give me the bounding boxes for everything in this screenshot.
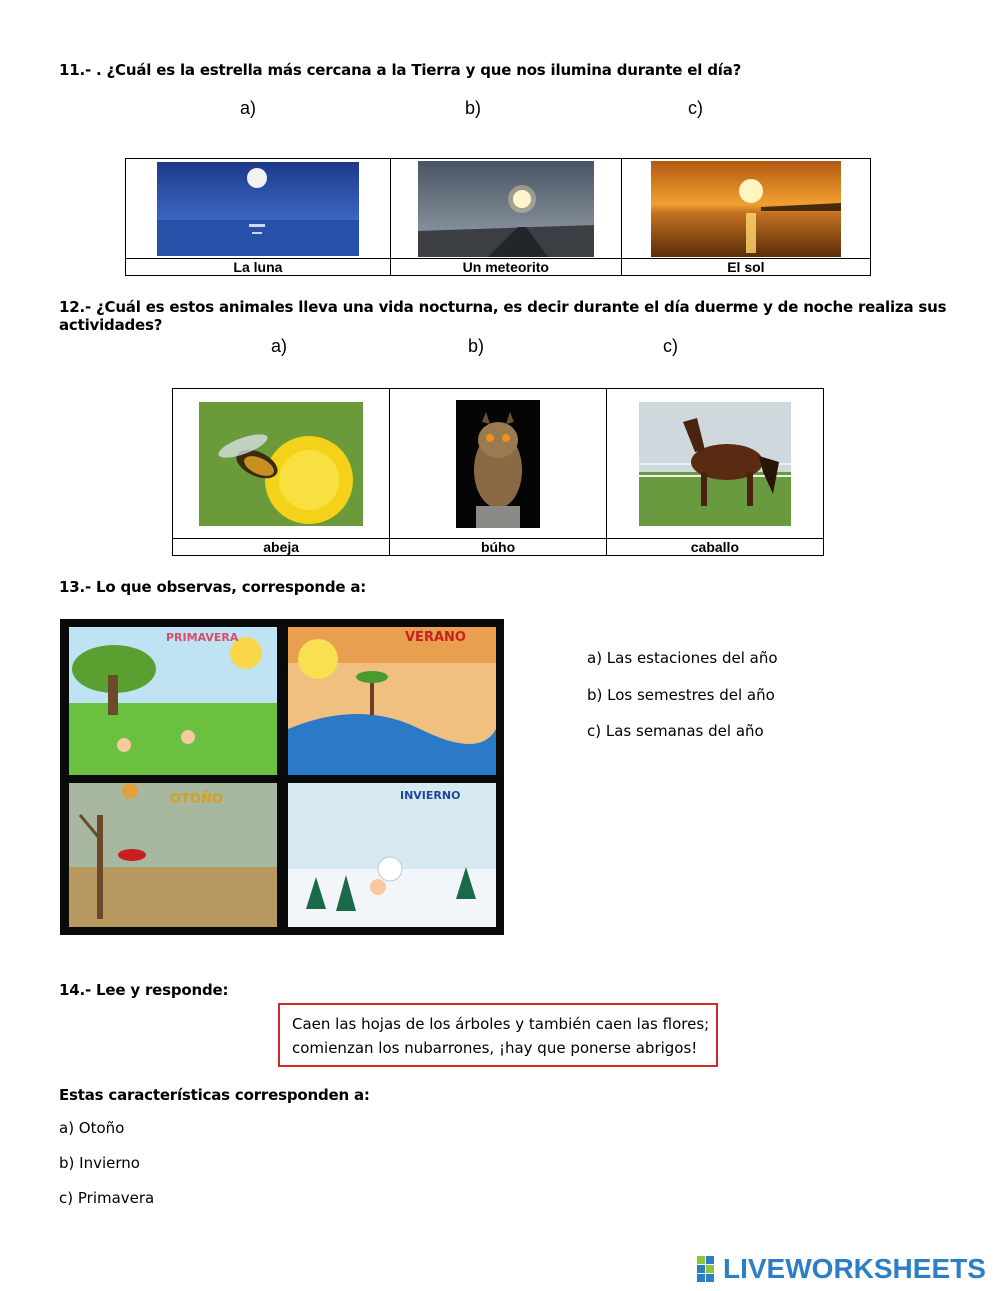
sunset-image <box>651 161 841 257</box>
q11-image-table <box>125 158 871 276</box>
q14-prompt: Estas características corresponden a: <box>59 1086 370 1104</box>
q14-answer-c[interactable]: c) Primavera <box>59 1189 155 1207</box>
q12-image-table <box>172 388 824 556</box>
owl-image <box>456 400 540 528</box>
q13-answer-c[interactable]: c) Las semanas del año <box>587 722 764 740</box>
q13-answer-a[interactable]: a) Las estaciones del año <box>587 649 778 667</box>
meteor-image <box>418 161 594 257</box>
moon-image-cell <box>126 159 391 259</box>
q13-answer-b[interactable]: b) Los semestres del año <box>587 686 775 704</box>
horse-caption: caballo <box>606 539 823 556</box>
moon-image <box>157 162 359 256</box>
option-a-label: a) <box>271 336 288 356</box>
spring-panel <box>69 627 277 775</box>
meteor-caption: Un meteorito <box>390 259 621 276</box>
option-c-label: c) <box>663 336 678 356</box>
owl-image-cell <box>390 389 606 539</box>
option-a-label: a) <box>240 98 257 118</box>
question-13: 13.- Lo que observas, corresponde a: <box>59 578 367 596</box>
q14-answer-a[interactable]: a) Otoño <box>59 1119 125 1137</box>
summer-panel <box>288 627 496 775</box>
svg-text:VERANO: VERANO <box>405 630 466 645</box>
liveworksheets-logo-text: LIVEWORKSHEETS <box>723 1253 986 1284</box>
question-12: 12.- ¿Cuál es estos animales lleva una vida nocturna, es decir durante el día duerme y de noche realiza sus actividades? <box>59 298 947 334</box>
q14-answer-b[interactable]: b) Invierno <box>59 1154 140 1172</box>
q14-text-line-2: comienzan los nubarrones, ¡hay que ponerse abrigos! <box>292 1039 698 1057</box>
horse-image-cell <box>606 389 823 539</box>
svg-text:INVIERNO: INVIERNO <box>400 789 461 802</box>
bee-image <box>199 402 363 526</box>
liveworksheets-logo <box>697 1253 986 1285</box>
meteor-image-cell <box>390 159 621 259</box>
seasons-image <box>60 619 504 935</box>
winter-panel <box>288 783 496 927</box>
autumn-panel <box>69 783 277 927</box>
owl-caption: búho <box>390 539 606 556</box>
horse-image <box>639 402 791 526</box>
bee-image-cell <box>173 389 390 539</box>
bee-caption: abeja <box>173 539 390 556</box>
svg-text:PRIMAVERA: PRIMAVERA <box>166 631 239 644</box>
svg-text:OTOÑO: OTOÑO <box>170 792 223 807</box>
option-b-label: b) <box>468 336 485 356</box>
question-11: 11.- . ¿Cuál es la estrella más cercana a la Tierra y que nos ilumina durante el día? <box>59 61 742 79</box>
sun-image-cell <box>621 159 870 259</box>
q14-text-line-1: Caen las hojas de los árboles y también caen las flores; <box>292 1015 710 1033</box>
liveworksheets-logo-icon <box>697 1256 723 1282</box>
question-14: 14.- Lee y responde: <box>59 981 229 999</box>
option-c-label: c) <box>688 98 703 118</box>
q14-text-box <box>278 1003 718 1067</box>
sun-caption: El sol <box>621 259 870 276</box>
moon-caption: La luna <box>126 259 391 276</box>
option-b-label: b) <box>465 98 482 118</box>
